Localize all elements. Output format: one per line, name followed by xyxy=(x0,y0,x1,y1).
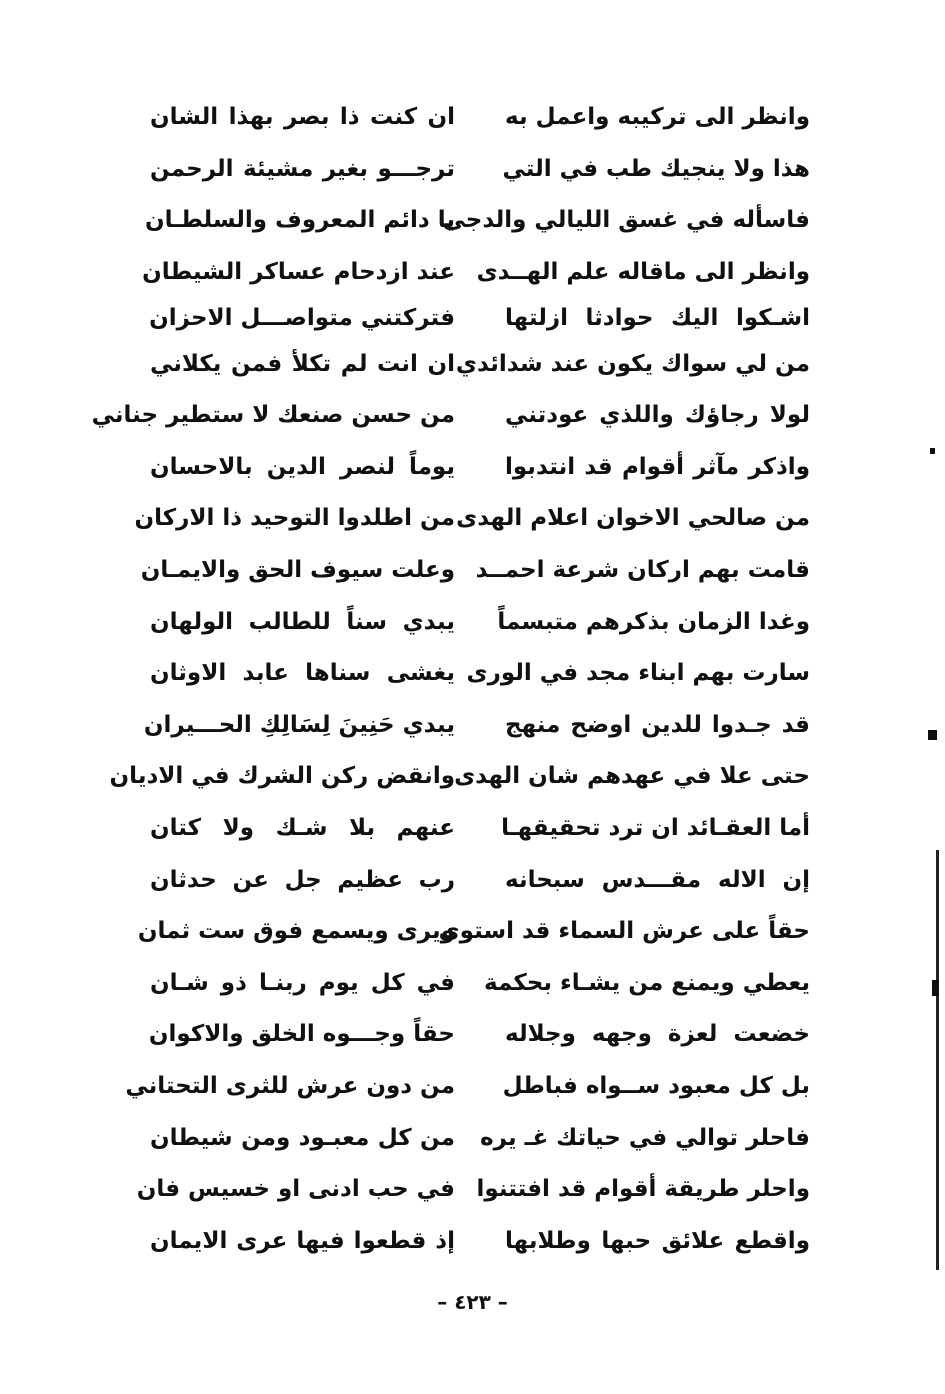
second-hemistich: وعلت سيوف الحق والايمـان xyxy=(140,557,455,584)
verse-line xyxy=(143,700,810,752)
second-hemistich: من اطلدوا التوحيد ذا الاركان xyxy=(134,505,455,532)
verse-line xyxy=(150,92,810,144)
first-hemistich: وغدا الزمان بذكرهم متبسماً xyxy=(497,608,810,635)
scan-edge-mark xyxy=(930,448,935,454)
first-hemistich: وانظر الى تركيبه واعمل به xyxy=(505,104,810,131)
scan-edge-line xyxy=(936,850,939,1270)
second-hemistich: ترجـــو بغير مشيئة الرحمن xyxy=(150,155,455,182)
verse-line xyxy=(142,247,810,299)
first-hemistich: حقاً على عرش السماء قد استوى xyxy=(438,918,810,945)
second-hemistich: من دون عرش للثرى التحتاني xyxy=(125,1072,455,1099)
first-hemistich: بل كل معبود ســواه فباطل xyxy=(502,1072,810,1099)
first-hemistich: إن الاله مقـــدس سبحانه xyxy=(505,866,810,893)
verse-line xyxy=(150,1112,810,1164)
first-hemistich: قد جـدوا للدين اوضح منهج xyxy=(505,711,810,738)
second-hemistich: من كل معبـود ومن شيطان xyxy=(150,1124,455,1151)
second-hemistich: عنهم بلا شـك ولا كتان xyxy=(150,815,455,842)
second-hemistich: يغشى سناها عابد الاوثان xyxy=(150,660,455,687)
first-hemistich: واذكر مآثر أقوام قد انتدبوا xyxy=(505,453,810,480)
verse-line xyxy=(140,545,810,597)
first-hemistich: وانظر الى ماقاله علم الهــدى xyxy=(476,259,810,286)
second-hemistich: يوماً لنصر الدين بالاحسان xyxy=(150,453,455,480)
first-hemistich: واحلر طريقة أقوام قد افتتنوا xyxy=(476,1176,810,1203)
verse-line xyxy=(144,195,810,247)
verse-line xyxy=(150,1009,810,1061)
verse-line xyxy=(150,803,810,855)
verse-line xyxy=(150,854,810,906)
second-hemistich: ان انت لم تكلأ فمن يكلاني xyxy=(150,350,455,377)
verse-line xyxy=(91,390,810,442)
second-hemistich: وانقض ركن الشرك في الاديان xyxy=(109,763,455,790)
second-hemistich: إذ قطعوا فيها عرى الايمان xyxy=(150,1227,455,1254)
first-hemistich: خضعت لعزة وجهه وجلاله xyxy=(505,1021,810,1048)
first-hemistich: من صالحي الاخوان اعلام الهدى xyxy=(456,505,810,532)
page-number: – ٤٢٣ – xyxy=(437,1290,508,1314)
second-hemistich: يبدي سناً للطالب الولهان xyxy=(150,608,455,635)
second-hemistich: يا دائم المعروف والسلطـان xyxy=(144,207,455,234)
verse-line xyxy=(109,751,810,803)
scan-edge-mark xyxy=(928,730,937,740)
verse-line xyxy=(150,338,810,390)
second-hemistich: ويرى ويسمع فوق ست ثمان xyxy=(137,918,455,945)
verse-line xyxy=(137,906,810,958)
second-hemistich: في حب ادنى او خسيس فان xyxy=(136,1176,455,1203)
verse-line xyxy=(150,298,810,338)
second-hemistich: في كل يوم ربنـا ذو شـان xyxy=(150,969,455,996)
first-hemistich: هذا ولا ينجيك طب في التي xyxy=(502,155,810,182)
first-hemistich: سارت بهم ابناء مجد في الورى xyxy=(466,660,810,687)
verse-line xyxy=(136,1164,810,1216)
verse-line xyxy=(134,493,810,545)
first-hemistich: لولا رجاؤك واللذي عودتني xyxy=(505,402,810,429)
second-hemistich: من حسن صنعك لا ستطير جناني xyxy=(91,402,455,429)
second-hemistich: يبدي حَنِينَ لِسَالِكِ الحـــيران xyxy=(143,711,455,738)
first-hemistich: قامت بهم اركان شرعة احمــد xyxy=(475,557,810,584)
first-hemistich: فاحلر توالي في حياتك غـ يره xyxy=(480,1124,810,1151)
first-hemistich: واقطع علائق حبها وطلابها xyxy=(505,1227,810,1254)
verse-line xyxy=(150,144,810,196)
verse-line xyxy=(150,596,810,648)
verse-line xyxy=(150,958,810,1010)
second-hemistich: ان كنت ذا بصر بهذا الشان xyxy=(150,104,455,131)
second-hemistich: عند ازدحام عساكر الشيطان xyxy=(142,259,455,286)
verse-line xyxy=(150,648,810,700)
second-hemistich: فتركتني متواصـــل الاحزان xyxy=(149,304,455,331)
scan-edge-mark xyxy=(932,980,939,996)
first-hemistich: فاسأله في غسق الليالي والدجى xyxy=(442,207,810,234)
poem xyxy=(91,92,810,1267)
first-hemistich: اشـكوا اليك حوادثا ازلتها xyxy=(505,304,810,331)
second-hemistich: حقاً وجـــوه الخلق والاكوان xyxy=(148,1021,455,1048)
verse-line xyxy=(125,1061,810,1113)
second-hemistich: رب عظيم جل عن حدثان xyxy=(150,866,455,893)
first-hemistich: يعطي ويمنع من يشـاء بحكمة xyxy=(484,969,810,996)
first-hemistich: حتى علا في عهدهم شان الهدى xyxy=(454,763,810,790)
verse-line xyxy=(150,1215,810,1267)
first-hemistich: أما العقـائد ان ترد تحقيقهـا xyxy=(501,815,810,842)
first-hemistich: من لي سواك يكون عند شدائدي xyxy=(455,350,810,377)
verse-line xyxy=(150,442,810,494)
